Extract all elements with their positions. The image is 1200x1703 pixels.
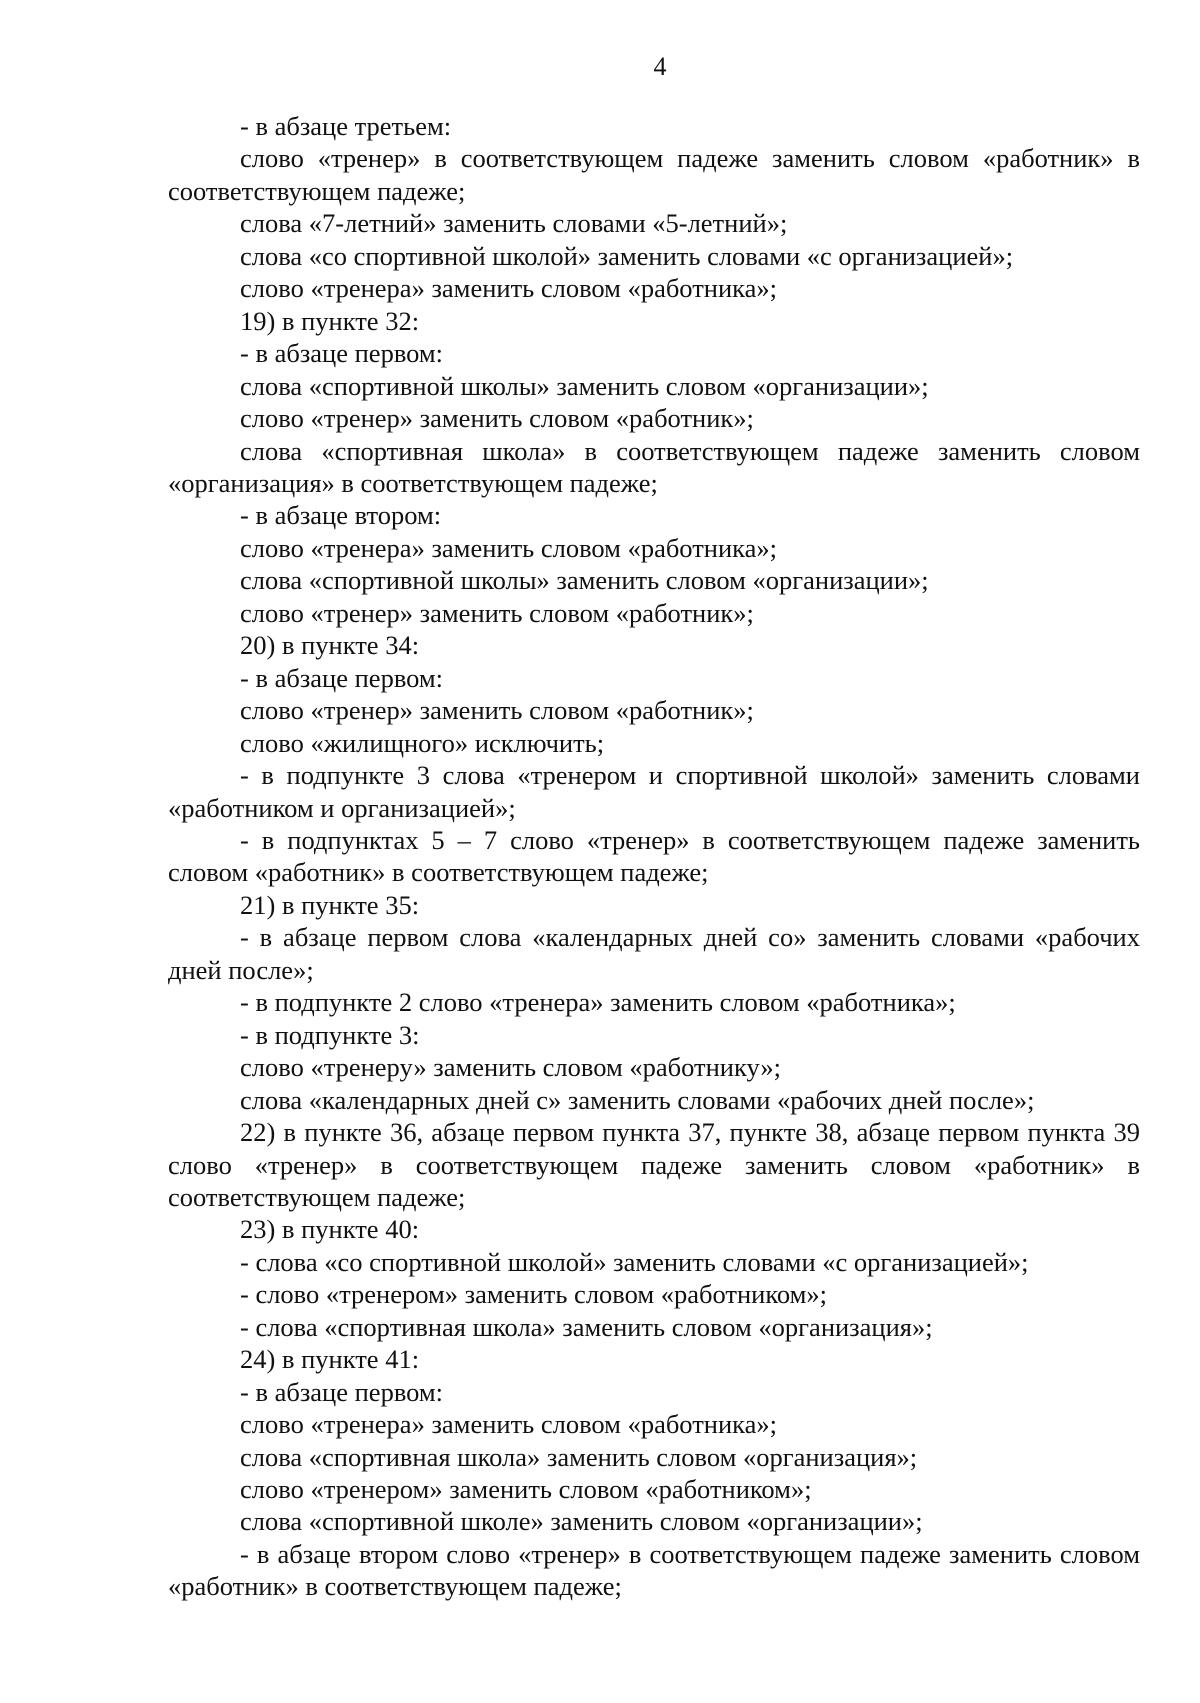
paragraph: слово «тренер» заменить словом «работник»; bbox=[240, 403, 754, 434]
paragraph: 23) в пункте 40: bbox=[240, 1214, 420, 1245]
paragraph: - в подпункте 3: bbox=[240, 1019, 420, 1050]
paragraph: слово «тренером» заменить словом «работником»; bbox=[240, 1474, 812, 1505]
paragraph: - в абзаце первом: bbox=[240, 1376, 444, 1407]
paragraph: слово «тренер» в соответствующем падеже заменить словом «работник» в соответствующем падеже; bbox=[168, 143, 1140, 206]
paragraph: 21) в пункте 35: bbox=[240, 889, 420, 920]
paragraph: - в подпунктах 5 – 7 слово «тренер» в соответствующем падеже заменить словом «работник» в соответствующем падеже; bbox=[168, 824, 1140, 888]
paragraph: слово «тренера» заменить словом «работника»; bbox=[240, 1409, 778, 1440]
paragraph: - слова «спортивная школа» заменить словом «организация»; bbox=[240, 1311, 933, 1342]
paragraph: 24) в пункте 41: bbox=[240, 1344, 420, 1375]
paragraph: 20) в пункте 34: bbox=[240, 630, 420, 661]
paragraph: слова «спортивная школа» заменить словом «организация»; bbox=[240, 1441, 918, 1472]
paragraph: слова «спортивная школа» в соответствующем падеже заменить словом «организация» в соответствующем падеже; bbox=[168, 435, 1140, 498]
paragraph: слово «тренер» заменить словом «работник»; bbox=[240, 597, 754, 628]
paragraph: слова «7-летний» заменить словами «5-летний»; bbox=[240, 208, 788, 239]
document-body bbox=[168, 110, 1140, 1603]
paragraph: - в абзаце третьем: bbox=[240, 111, 452, 141]
paragraph: слово «тренера» заменить словом «работника»; bbox=[240, 532, 778, 563]
paragraph: - в абзаце первом слова «календарных дней со» заменить словами «рабочих дней после»; bbox=[168, 922, 1140, 985]
paragraph: слова «со спортивной школой» заменить словами «с организацией»; bbox=[240, 240, 1014, 271]
paragraph: - слова «со спортивной школой» заменить словами «с организацией»; bbox=[240, 1246, 1029, 1277]
paragraph: - в подпункте 2 слово «тренера» заменить словом «работника»; bbox=[240, 987, 956, 1018]
paragraph: слово «тренера» заменить словом «работника»; bbox=[240, 273, 778, 304]
paragraph: слово «жилищного» исключить; bbox=[240, 727, 605, 758]
page-number: 4 bbox=[653, 52, 667, 81]
paragraph: слова «календарных дней с» заменить словами «рабочих дней после»; bbox=[240, 1084, 1035, 1115]
paragraph: - в абзаце первом: bbox=[240, 662, 444, 693]
paragraph: слова «спортивной школы» заменить словом «организации»; bbox=[240, 370, 929, 401]
paragraph: слова «спортивной школы» заменить словом «организации»; bbox=[240, 565, 929, 596]
paragraph: слова «спортивной школе» заменить словом «организации»; bbox=[240, 1506, 923, 1537]
paragraph: - в абзаце втором: bbox=[240, 500, 442, 531]
paragraph: слово «тренеру» заменить словом «работнику»; bbox=[240, 1052, 781, 1083]
paragraph: - в подпункте 3 слова «тренером и спортивной школой» заменить словами «работником и организацией»; bbox=[168, 760, 1140, 823]
paragraph: 22) в пункте 36, абзаце первом пункта 37, пункте 38, абзаце первом пункта 39 слово «тренер» в соответствующем падеже заменить словом «работник» в соответствующем падеже; bbox=[168, 1117, 1140, 1212]
paragraph: - слово «тренером» заменить словом «работником»; bbox=[240, 1279, 828, 1310]
paragraph: - в абзаце втором слово «тренер» в соответствующем падеже заменить словом «работник» в соответствующем падеже; bbox=[168, 1538, 1140, 1602]
paragraph: - в абзаце первом: bbox=[240, 338, 444, 369]
paragraph: слово «тренер» заменить словом «работник»; bbox=[240, 695, 754, 726]
paragraph: 19) в пункте 32: bbox=[240, 305, 420, 336]
